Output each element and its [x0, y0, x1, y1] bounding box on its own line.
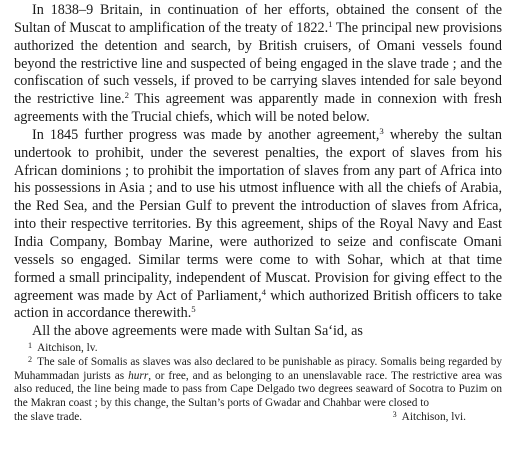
footnote-2-text-b: , or free, and as belonging to an unenslavable race. The restrictive area was also reduced, the line being made to pass from Cape Delgado two degrees seaward of Socotra to Puzim on the Makran coast ; by this change, the Sultan’s ports of Gwadar and Chahbar were closed to [14, 369, 502, 410]
paragraph-2-text-a: In 1845 further progress was made by another agreement, [32, 126, 380, 143]
footnote-ref-3: 3 [379, 126, 384, 137]
footnote-3-mark: 3 [392, 409, 397, 419]
paragraph-3-text: All the above agreements were made with Sultan Sa‘id, as [32, 323, 363, 340]
paragraph-1-text-c: This agreement was apparently made in connexion with fresh agreements with the Trucial chiefs, which will be noted below. [14, 91, 502, 126]
paragraph-1-text-a: In 1838–9 Britain, in continuation of her efforts, obtained the consent of the Sultan of Muscat to amplification of the treaty of 1822. [14, 2, 502, 36]
footnote-1-mark: 1 [28, 340, 33, 350]
footnote-2-text-a: The sale of Somalis as slaves was also declared to be punishable as piracy. Somalis being regarded by Muhammadan jurists as [14, 355, 502, 382]
footnote-1-text: Aitchison, lv. [37, 342, 98, 355]
footnote-ref-5: 5 [191, 304, 196, 315]
paragraph-3 [14, 323, 502, 341]
footnote-2-last-line: the slave trade. [14, 411, 83, 424]
paragraph-1 [14, 0, 502, 127]
footnote-2-continuation-and-3 [14, 411, 502, 425]
footnote-ref-4: 4 [261, 286, 267, 297]
footnote-ref-2: 2 [124, 90, 129, 101]
footnote-2-mark: 2 [28, 354, 33, 364]
footnote-1 [14, 342, 502, 356]
paragraph-2 [14, 127, 502, 323]
paragraph-2-text-c: which authorized British officers to take action in accordance therewith. [14, 287, 502, 322]
footnote-3 [393, 411, 466, 425]
footnotes [14, 342, 502, 425]
footnote-3-text: Aitchison, lvi. [401, 411, 466, 424]
paragraph-2-text-b: whereby the sultan undertook to prohibit, under the severest penalties, the export of slaves from his African dominions ; to prohibit the importation of slaves from any part of Africa into his possessions in Asia ; and to use his utmost influence with all the chiefs of Arabia, the Red Sea, and the Persian Gulf to prevent the introduction of slaves from Africa, into their respective territories. By this agreement, ships of the Royal Navy and East India Company, Bombay Marine, were authorized to seize and confiscate Omani vessels so engaged. Similar terms were come to with Sohar, which at that time formed a small principality, independent of Muscat. Provision for giving effect to the agreement was made by Act of Parliament, [14, 126, 502, 304]
footnote-ref-1: 1 [328, 19, 333, 30]
book-page [14, 0, 502, 425]
footnote-2 [14, 356, 502, 411]
paragraph-1-text-b: The principal new provisions authorized the detention and search, by British cruisers, of Omani vessels found beyond the restrictive line and suspected of being engaged in the slave trade ; and the confiscation of such vessels, if proved to be carrying slaves intended for sale beyond the restrictive line. [14, 19, 502, 108]
footnote-2-italic-term: hurr [128, 369, 149, 382]
